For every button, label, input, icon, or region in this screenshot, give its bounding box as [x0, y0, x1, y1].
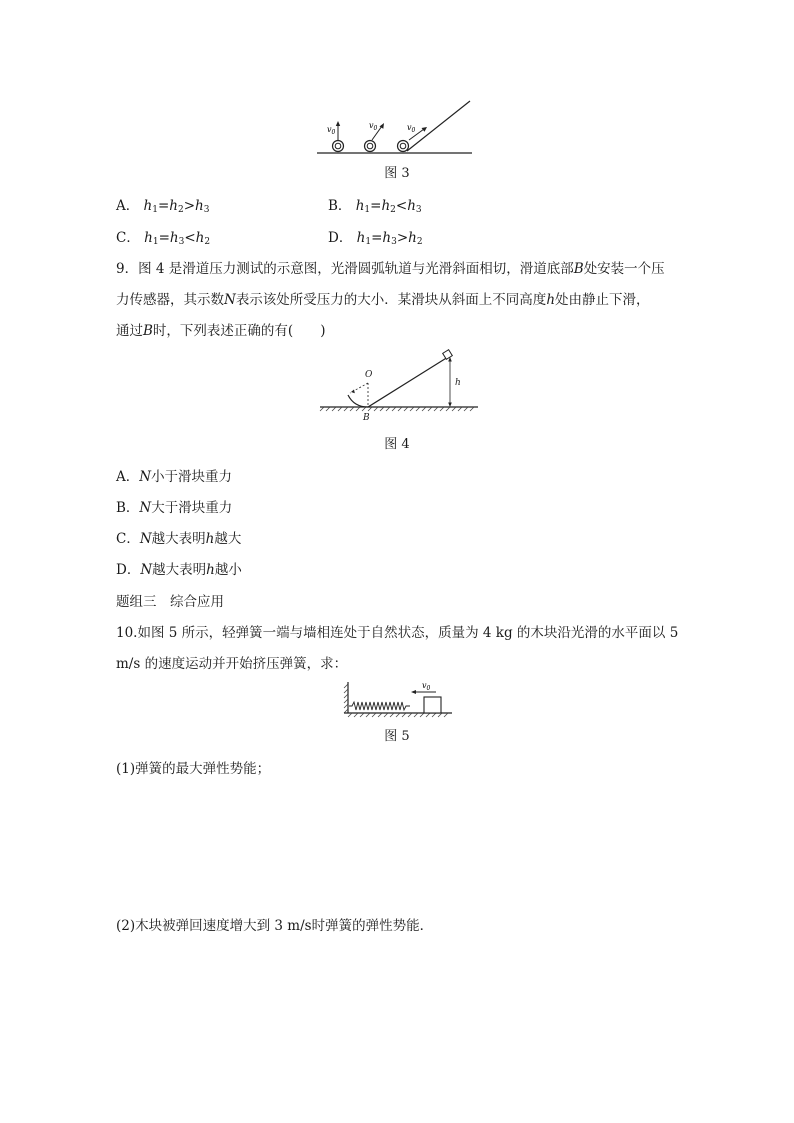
- figure-5-caption: 图 5: [384, 729, 410, 744]
- q8-option-c[interactable]: C． $h_1=h_3<h_2$: [116, 230, 211, 247]
- q9-option-a[interactable]: A．N小于滑块重力: [116, 469, 233, 485]
- figure-4-caption: 图 4: [384, 437, 410, 452]
- q9-stem-line-1: 9．图 4 是滑道压力测试的示意图，光滑圆弧轨道与光滑斜面相切，滑道底部B处安装一个压: [116, 261, 665, 277]
- q9-option-d[interactable]: D．N越大表明h越小: [116, 562, 242, 578]
- q8-option-d[interactable]: D． $h_1=h_3>h_2$: [328, 230, 423, 247]
- fig4-label-h: h: [455, 378, 461, 388]
- fig5-v0-label: $v_0$: [422, 681, 431, 692]
- figure-5-diagram: [340, 676, 455, 720]
- figure-3-diagram: [300, 95, 490, 160]
- q8-option-b[interactable]: B． $h_1=h_2<h_3$: [328, 198, 422, 215]
- q9-option-b[interactable]: B．N大于滑块重力: [116, 500, 233, 516]
- v0-label-3: $v_0$: [407, 123, 416, 134]
- q9-stem-line-2: 力传感器，其示数N表示该处所受压力的大小．某滑块从斜面上不同高度h处由静止下滑，: [116, 292, 650, 308]
- q10-subquestion-2: (2)木块被弹回速度增大到 3 m/s时弹簧的弹性势能．: [116, 918, 434, 934]
- fig4-label-b: B: [363, 413, 370, 423]
- q10-stem-line-2: m/s 的速度运动并开始挤压弹簧，求：: [116, 656, 348, 672]
- v0-label-1: $v_0$: [327, 125, 336, 136]
- v0-label-2: $v_0$: [369, 121, 378, 132]
- q8-option-a[interactable]: A． $h_1=h_2>h_3$: [116, 198, 210, 215]
- q9-option-c[interactable]: C．N越大表明h越大: [116, 531, 242, 547]
- q10-stem-line-1: 10.如图 5 所示，轻弹簧一端与墙相连处于自然状态，质量为 4 kg 的木块沿光滑的水平面以 5: [116, 625, 679, 641]
- figure-3-caption: 图 3: [384, 166, 410, 181]
- fig4-label-o: O: [365, 370, 373, 380]
- section-title: 题组三 综合应用: [116, 594, 224, 610]
- q10-subquestion-1: (1)弹簧的最大弹性势能；: [116, 761, 271, 777]
- q9-stem-line-3: 通过B时，下列表述正确的有( ): [116, 323, 326, 339]
